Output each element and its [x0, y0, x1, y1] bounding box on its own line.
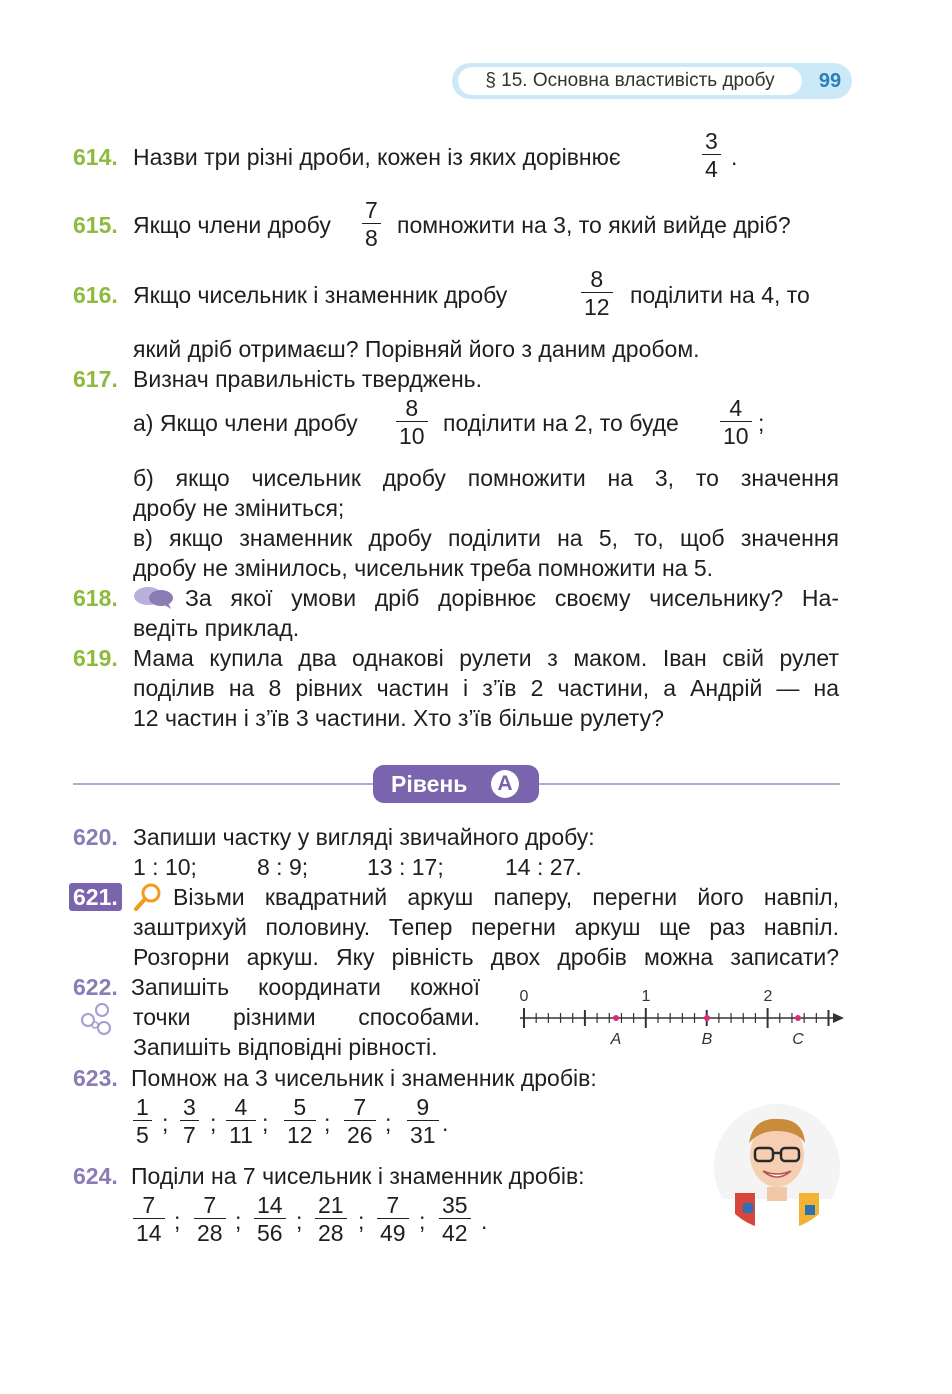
numerator: 7	[386, 1192, 400, 1218]
denominator: 28	[318, 1220, 344, 1246]
exercise-text: помножити на 3, то який вийде дріб?	[397, 212, 791, 238]
exercise-number: 614.	[73, 144, 118, 170]
fraction	[133, 1192, 165, 1247]
fraction	[254, 1192, 286, 1247]
level-badge	[373, 765, 539, 803]
magnifier-icon	[132, 882, 164, 912]
point-label-a: A	[610, 1031, 622, 1048]
exercise-text: Визнач правильність тверджень.	[133, 366, 483, 392]
denominator: 14	[136, 1220, 162, 1246]
point-label-b: B	[701, 1031, 713, 1048]
exercise-text: Розгорни аркуш. Яку рівність двох дробів можна записати?	[133, 944, 839, 970]
level-letter: А	[491, 770, 519, 798]
exercise-number: 621.	[69, 883, 122, 911]
fraction	[133, 1094, 152, 1149]
exercise-text: Помнож на 3 чисельник і знаменник дробів:	[131, 1065, 597, 1091]
denominator: 12	[287, 1122, 313, 1148]
numerator: 14	[257, 1192, 283, 1218]
punct: ;	[758, 410, 765, 436]
numerator: 7	[142, 1192, 156, 1218]
fraction	[396, 395, 428, 450]
punct: ;	[174, 1208, 181, 1234]
statement-b: дробу не зміниться;	[133, 495, 345, 521]
exercise-text: поділити на 4, то	[630, 282, 810, 308]
point-label-c: C	[792, 1031, 804, 1048]
fraction	[581, 266, 613, 321]
exercise-text: Запишіть відповідні рівності.	[133, 1034, 438, 1060]
circles-icon	[78, 1000, 114, 1038]
boy-portrait	[713, 1103, 841, 1231]
exercise-number: 619.	[73, 645, 118, 671]
punct: ;	[296, 1208, 303, 1234]
point-a	[613, 1015, 619, 1021]
numerator: 3	[183, 1094, 196, 1120]
exercise-number: 618.	[73, 585, 118, 611]
exercise-text: Мама купила два однакові рулети з маком. Іван свій рулет	[133, 645, 839, 671]
punct: ;	[162, 1110, 169, 1136]
exercise-text: поділив на 8 рівних частин і з’їв 2 частини, а Андрій — на	[133, 675, 839, 701]
exercise-text: Якщо чисельник і знаменник дробу	[133, 282, 508, 308]
exercise-text: Запишіть координати кожної	[131, 974, 480, 1000]
punct: ;	[324, 1110, 331, 1136]
numerator: 8	[405, 395, 419, 421]
tick-label-1: 1	[641, 988, 651, 1005]
fraction	[315, 1192, 347, 1247]
denominator: 4	[705, 156, 718, 182]
chat-bubbles-icon	[133, 586, 175, 610]
exercise-text: заштрихуй половину. Тепер перегни аркуш ще раз навпіл.	[133, 914, 839, 940]
punct: ;	[385, 1110, 392, 1136]
numerator: 8	[590, 266, 604, 292]
denominator: 5	[136, 1122, 149, 1148]
exercise-text: ведіть приклад.	[133, 615, 300, 641]
fraction	[226, 1094, 256, 1149]
numerator: 7	[365, 197, 378, 223]
exercise-text: Візьми квадратний аркуш паперу, перегни його навпіл,	[173, 884, 839, 910]
exercise-number: 615.	[73, 212, 118, 238]
exercise-number: 620.	[73, 824, 118, 850]
fraction	[284, 1094, 316, 1149]
denominator: 28	[197, 1220, 223, 1246]
fraction	[407, 1094, 439, 1149]
quotient-item: 8 : 9;	[257, 854, 309, 880]
denominator: 42	[442, 1220, 468, 1246]
quotient-item: 1 : 10;	[133, 854, 197, 880]
fraction	[702, 128, 721, 183]
tick-label-0: 0	[519, 988, 529, 1005]
statement-b: б) якщо чисельник дробу помножити на 3, то значення	[133, 465, 839, 491]
statement-c: в) якщо знаменник дробу поділити на 5, то, щоб значення	[133, 525, 839, 551]
denominator: 10	[723, 423, 749, 449]
numerator: 21	[318, 1192, 344, 1218]
fraction	[344, 1094, 376, 1149]
punct: .	[731, 144, 738, 170]
point-b	[704, 1015, 710, 1021]
quotient-item: 13 : 17;	[367, 854, 444, 880]
punct: ;	[262, 1110, 269, 1136]
denominator: 31	[410, 1122, 436, 1148]
page-number: 99	[818, 70, 842, 92]
denominator: 11	[229, 1122, 253, 1148]
fraction	[377, 1192, 409, 1247]
numerator: 5	[293, 1094, 307, 1120]
exercise-text: який дріб отримаєш? Порівняй його з даним дробом.	[133, 336, 700, 362]
numerator: 1	[136, 1094, 149, 1120]
denominator: 12	[584, 294, 610, 320]
punct: .	[481, 1208, 488, 1234]
fraction	[439, 1192, 471, 1247]
numerator: 4	[234, 1094, 248, 1120]
exercise-text: Поділи на 7 чисельник і знаменник дробів:	[131, 1163, 585, 1189]
exercise-number: 623.	[73, 1065, 118, 1091]
denominator: 26	[347, 1122, 373, 1148]
exercise-number: 624.	[73, 1163, 118, 1189]
denominator: 8	[365, 225, 378, 251]
numerator: 35	[442, 1192, 468, 1218]
exercise-text: точки різними способами.	[133, 1004, 480, 1030]
statement-a: поділити на 2, то буде	[443, 410, 679, 436]
fraction	[720, 395, 752, 450]
tick-label-2: 2	[763, 988, 773, 1005]
punct: ;	[419, 1208, 426, 1234]
exercise-text: Назви три різні дроби, кожен із яких дорівнює	[133, 144, 621, 170]
denominator: 49	[380, 1220, 406, 1246]
exercise-text: Запиши частку у вигляді звичайного дробу:	[133, 824, 595, 850]
denominator: 56	[257, 1220, 283, 1246]
exercise-text: 12 частин і з’їв 3 частини. Хто з’їв більше рулету?	[133, 705, 664, 731]
number-line	[510, 984, 850, 1054]
exercise-text: За якої умови дріб дорівнює своєму чисельнику? На-	[185, 585, 839, 611]
numerator: 4	[729, 395, 743, 421]
statement-c: дробу не змінилось, чисельник треба помножити на 5.	[133, 555, 714, 581]
statement-a: а) Якщо члени дробу	[133, 410, 358, 436]
fraction	[194, 1192, 226, 1247]
exercise-number: 616.	[73, 282, 118, 308]
numerator: 7	[353, 1094, 367, 1120]
punct: ;	[235, 1208, 242, 1234]
denominator: 10	[399, 423, 425, 449]
exercise-number: 617.	[73, 366, 118, 392]
level-label: Рівень	[391, 771, 468, 797]
quotient-item: 14 : 27.	[505, 854, 582, 880]
exercise-text: Якщо члени дробу	[133, 212, 331, 238]
punct: .	[442, 1110, 449, 1136]
denominator: 7	[183, 1122, 196, 1148]
fraction	[362, 197, 381, 252]
fraction	[180, 1094, 199, 1149]
numerator: 3	[705, 128, 718, 154]
point-c	[795, 1015, 801, 1021]
numerator: 9	[416, 1094, 430, 1120]
punct: ;	[358, 1208, 365, 1234]
section-title: § 15. Основна властивість дробу	[458, 67, 802, 95]
punct: ;	[210, 1110, 217, 1136]
exercise-number: 622.	[73, 974, 118, 1000]
numerator: 7	[203, 1192, 217, 1218]
